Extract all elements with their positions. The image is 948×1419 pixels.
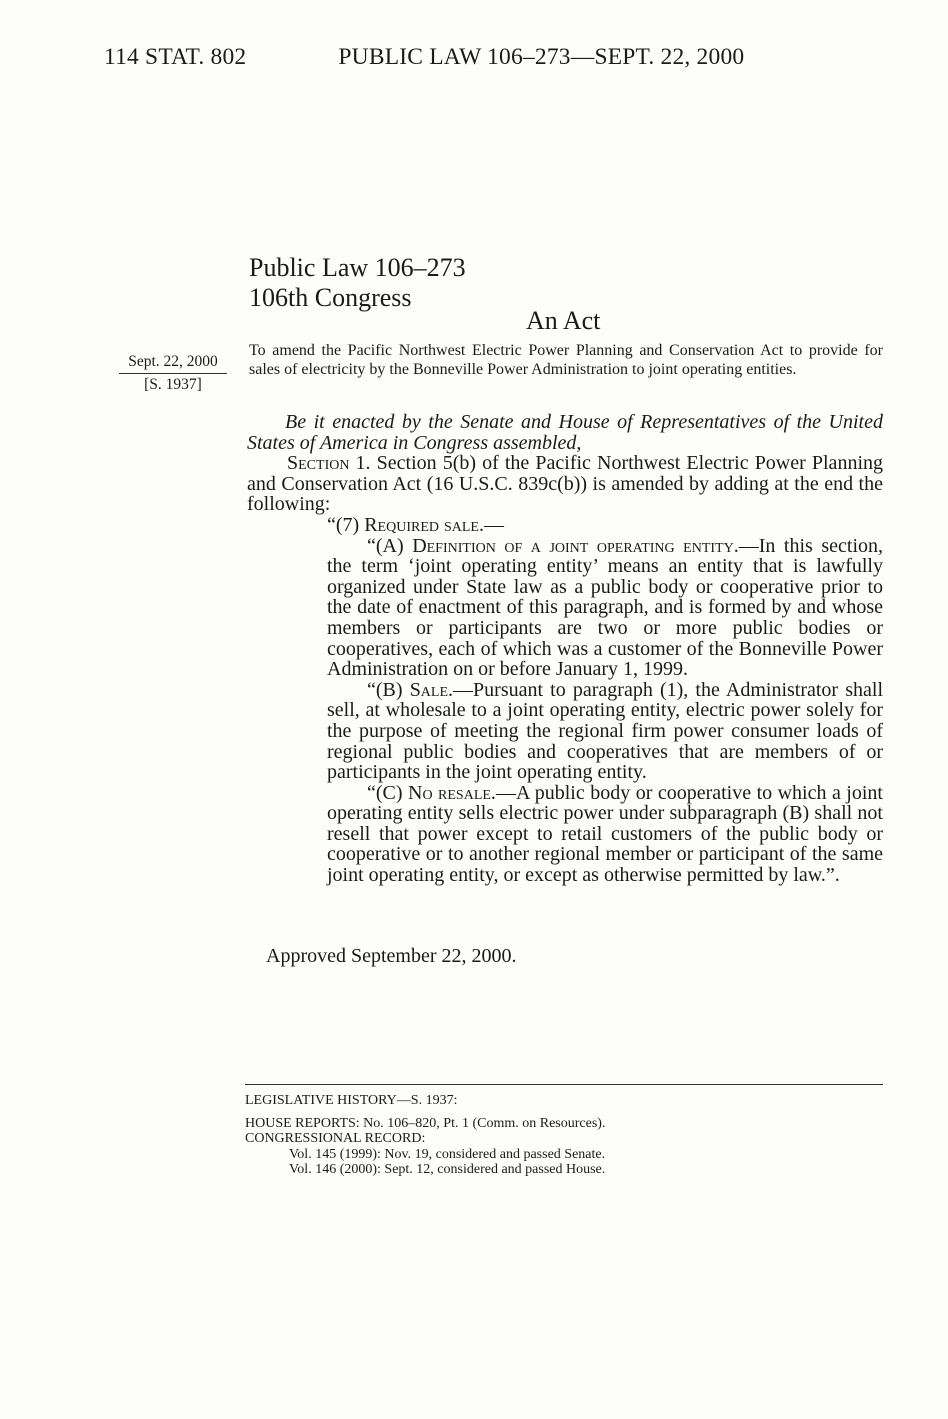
act-body bbox=[247, 412, 883, 886]
record-vol-145: Vol. 145 (1999): Nov. 19, considered and passed Senate. bbox=[289, 1146, 606, 1162]
congress: 106th Congress bbox=[249, 283, 412, 312]
approved-date: Approved September 22, 2000. bbox=[266, 945, 517, 967]
spacer bbox=[245, 1109, 883, 1116]
section-number: 1. bbox=[349, 452, 371, 475]
subparagraph-b-text: —Pursuant to paragraph (1), the Administrator shall sell, at wholesale to a joint operating entity, electric power solely for the purpose of meeting the regional firm power consumer loads of regional public bodies and cooperatives that are members of or participants in the joint operating entity. bbox=[327, 678, 884, 784]
subparagraph-a-prefix: “(A) bbox=[367, 534, 413, 557]
enacting-clause: Be it enacted by the Senate and House of Representatives of the United States of America in Congress assembled, bbox=[247, 411, 883, 454]
subparagraph-b-prefix: “(B) bbox=[367, 678, 410, 701]
section-1 bbox=[247, 453, 883, 515]
law-title-block bbox=[249, 253, 466, 313]
subparagraph-b bbox=[327, 680, 883, 783]
an-act-heading: An Act bbox=[526, 306, 601, 335]
section-text: Section 5(b) of the Pacific Northwest Electric Power Planning and Conservation Act (16 U.S.C. 839c(b)) is amended by adding at the end the following: bbox=[247, 452, 883, 516]
purpose-clause: To amend the Pacific Northwest Electric Power Planning and Conservation Act to provide for sales of electricity by the Bonneville Power Administration to joint operating entities. bbox=[249, 342, 883, 378]
legislative-history-heading: LEGISLATIVE HISTORY—S. 1937: bbox=[245, 1093, 458, 1108]
subparagraph-c-heading: No resale. bbox=[408, 781, 496, 804]
paragraph-7-dash: — bbox=[483, 513, 504, 536]
stat-page: 114 STAT. 802 bbox=[104, 44, 247, 70]
subparagraph-b-heading: Sale. bbox=[409, 678, 454, 701]
margin-date: Sept. 22, 2000 bbox=[128, 353, 218, 370]
section-label: Section bbox=[287, 452, 350, 475]
congressional-record: CONGRESSIONAL RECORD: bbox=[245, 1131, 426, 1146]
paragraph-7-prefix: “(7) bbox=[327, 513, 365, 536]
subparagraph-a bbox=[327, 536, 883, 680]
record-vol-146: Vol. 146 (2000): Sept. 12, considered and passed House. bbox=[289, 1162, 606, 1177]
legislative-history bbox=[245, 1084, 883, 1178]
paragraph-7 bbox=[327, 515, 883, 536]
subparagraph-c bbox=[327, 783, 883, 886]
subparagraph-c-text: —A public body or cooperative to which a joint operating entity sells electric power under subparagraph (B) shall not resell that power except to retail customers of the public body or cooperative or to another regional member or participant of the same joint operating entity, or except as otherwise permitted by law.”. bbox=[327, 781, 883, 887]
law-number: Public Law 106–273 bbox=[249, 253, 466, 282]
subparagraph-a-heading: Definition of a joint operating entity. bbox=[412, 534, 739, 557]
law-header: PUBLIC LAW 106–273—SEPT. 22, 2000 bbox=[338, 44, 745, 70]
paragraph-7-heading: Required sale. bbox=[364, 513, 484, 536]
house-reports: HOUSE REPORTS: No. 106–820, Pt. 1 (Comm. on Resources). bbox=[245, 1115, 606, 1131]
subparagraph-c-prefix: “(C) bbox=[367, 781, 409, 804]
margin-bill: [S. 1937] bbox=[144, 376, 202, 393]
running-header bbox=[104, 44, 804, 71]
margin-note bbox=[118, 353, 228, 394]
subparagraph-a-text: —In this section, the term ‘joint operating entity’ means an entity that is lawfully organized under State law as a public body or cooperative prior to the date of enactment of this paragraph, and is formed by and whose members or participants are two or more public bodies or cooperatives, each of which was a customer of the Bonneville Power Administration on or before January 1, 1999. bbox=[327, 534, 884, 681]
